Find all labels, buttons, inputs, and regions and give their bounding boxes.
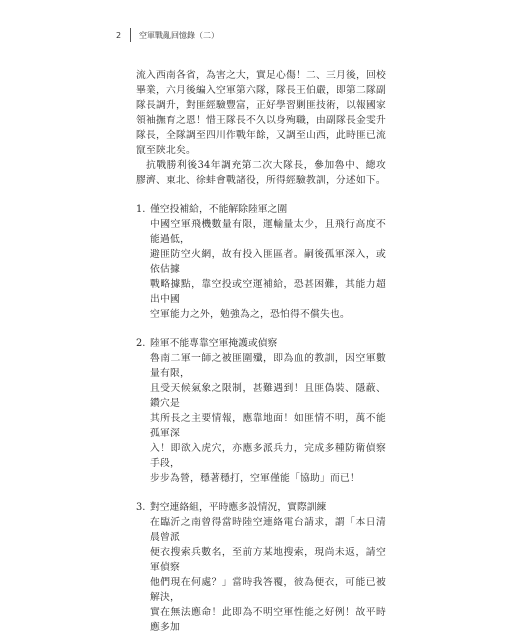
section-3-title: 對空連絡組，平時應多設情況，實際訓練 [150, 502, 327, 513]
section-3-body [150, 515, 386, 635]
section-2-line: 且受天候氣象之限制，甚難遇到！且匪偽裝、隱蔽、鑽穴是 [150, 383, 386, 409]
section-3-line: 他們現在何處？」當時我答覆，彼為便衣，可能已被解決， [150, 577, 386, 603]
section-1-line: 戰略據點，靠空投或空運補給，恐甚困難，其能力超出中國 [150, 279, 386, 305]
section-3-heading [136, 500, 386, 515]
section-1-heading [136, 202, 386, 217]
section-1-line: 避匪防空火網，故有投入匪區者。嗣後孤軍深入，或依估據 [150, 249, 386, 275]
section-2-line: 魯南二軍一師之被匪圍殲，即為血的教訓，因空軍數量有限， [150, 353, 386, 379]
intro-paragraph-1: 流入西南各省，為害之大，實足心傷！二、三月後，回校畢業，六月後編入空軍第六隊，隊長王伯嚴，即第二隊副隊長調升，對匪經驗豐富，正好學習剿匪技術，以報國家領袖撫育之恩！惜王隊長不久以身殉職，由副隊長金雯升隊長，全隊調至四川作戰年餘，又調至山西，此時匪已流竄至陝北矣。 [136, 70, 386, 156]
section-2-heading [136, 336, 386, 351]
section-1 [136, 202, 386, 322]
section-3 [136, 500, 386, 635]
header-divider [130, 28, 131, 42]
section-1-line: 空軍能力之外，勉強為之，恐怕得不償失也。 [150, 309, 350, 320]
section-2-line: 步步為營，穩著穩打，空軍僅能「協助」而已！ [150, 473, 360, 484]
section-2-number: 2. [136, 338, 146, 349]
section-2-line: 入！即欲入虎穴，亦應多派兵力，完成多種防衛偵察手段， [150, 443, 386, 469]
page-body [136, 68, 386, 635]
section-1-body [150, 217, 386, 322]
section-3-line: 便衣搜索兵數名，至前方某地搜索，現尚未返，請空軍偵察 [150, 547, 386, 573]
section-2-line: 其所長之主要情報，應靠地面！如匪情不明，萬不能孤軍深 [150, 413, 386, 439]
section-3-number: 3. [136, 502, 146, 513]
running-title: 空軍戰亂回憶錄（二） [139, 30, 219, 40]
section-1-number: 1. [136, 204, 146, 215]
section-1-title: 僅空投補給，不能解除陸軍之圍 [150, 204, 288, 215]
section-3-line: 在臨沂之南曾得當時陸空連絡電台請求，謂「本日清晨曾派 [150, 517, 386, 543]
running-header [116, 28, 219, 42]
section-3-line: 實在無法應命！此即為不明空軍性能之好例！故平時應多加 [150, 607, 386, 633]
section-2-body [150, 351, 386, 486]
section-2-title: 陸軍不能專靠空軍掩護或偵察 [150, 338, 278, 349]
page-number: 2 [116, 30, 122, 40]
section-1-line: 中國空軍飛機數量有限，運輸量太少，且飛行高度不能過低， [150, 219, 386, 245]
intro-paragraph-2: 抗戰勝利後34年調充第二次大隊長，參加魯中、總攻膠濟、東北、徐蚌會戰諸役，所得經驗教訓，分述如下。 [136, 160, 386, 186]
section-2 [136, 336, 386, 486]
